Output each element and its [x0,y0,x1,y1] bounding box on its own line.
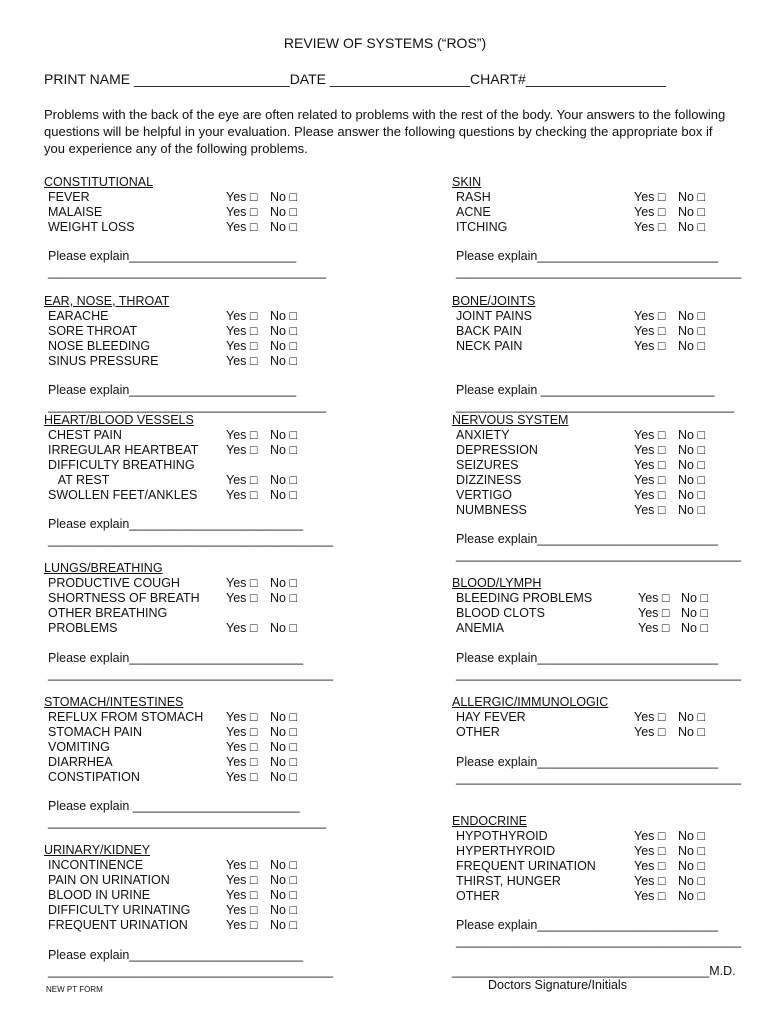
yes-checkbox[interactable]: Yes □ [634,428,666,442]
no-checkbox[interactable]: No □ [678,829,706,843]
symptom-label: SEIZURES [456,458,519,472]
symptom-label: SWOLLEN FEET/ANKLES [48,488,198,502]
explain-continuation-line[interactable]: ________________________________________ [48,265,327,279]
signature-label: Doctors Signature/Initials [488,978,627,992]
yes-checkbox[interactable]: Yes □ [634,725,666,739]
yes-checkbox[interactable]: Yes □ [226,309,258,323]
symptom-label: BACK PAIN [456,324,522,338]
please-explain-field[interactable]: Please explain__________________________ [456,651,719,665]
symptom-label: BLOOD CLOTS [456,606,545,620]
section-title: NERVOUS SYSTEM [452,413,569,427]
symptom-label: OTHER [456,725,500,739]
no-checkbox[interactable]: No □ [270,205,298,219]
symptom-label: VERTIGO [456,488,513,502]
symptom-label: EARACHE [48,309,109,323]
yes-checkbox[interactable]: Yes □ [226,873,258,887]
no-checkbox[interactable]: No □ [678,428,706,442]
symptom-label: CHEST PAIN [48,428,122,442]
symptom-label: NECK PAIN [456,339,523,353]
please-explain-field[interactable]: Please explain__________________________ [456,532,719,546]
patient-header-fields[interactable]: PRINT NAME ____________________DATE __________________CHART#__________________ [44,71,666,87]
symptom-label: HYPERTHYROID [456,844,556,858]
yes-checkbox[interactable]: Yes □ [634,443,666,457]
section-title: ENDOCRINE [452,814,528,828]
symptom-label: VOMITING [48,740,110,754]
intro-paragraph: Problems with the back of the eye are often related to problems with the rest of the body. Your answers to the following questions will be helpful in your evaluation. Please answer the following questions by checking the appropriate box if you experience any of the following problems. [44,107,726,156]
symptom-label: AT REST [48,473,110,487]
yes-checkbox[interactable]: Yes □ [226,621,258,635]
explain-continuation-line[interactable]: _________________________________________ [456,265,742,279]
please-explain-field[interactable]: Please explain _________________________ [456,383,715,397]
symptom-label: NOSE BLEEDING [48,339,151,353]
yes-checkbox[interactable]: Yes □ [226,443,258,457]
yes-checkbox[interactable]: Yes □ [226,740,258,754]
yes-checkbox[interactable]: Yes □ [226,918,258,932]
no-checkbox[interactable]: No □ [678,488,706,502]
no-checkbox[interactable]: No □ [270,591,298,605]
yes-checkbox[interactable]: Yes □ [634,874,666,888]
yes-checkbox[interactable]: Yes □ [226,591,258,605]
symptom-label: THIRST, HUNGER [456,874,561,888]
symptom-label: ITCHING [456,220,508,234]
symptom-label: CONSTIPATION [48,770,140,784]
symptom-label: DEPRESSION [456,443,538,457]
explain-continuation-line[interactable]: _________________________________________ [48,964,334,978]
yes-checkbox[interactable]: Yes □ [634,220,666,234]
yes-checkbox[interactable]: Yes □ [638,621,670,635]
section-title: LUNGS/BREATHING [44,561,163,575]
no-checkbox[interactable]: No □ [678,443,706,457]
form-title: REVIEW OF SYSTEMS (“ROS”) [283,35,487,51]
no-checkbox[interactable]: No □ [270,443,298,457]
no-checkbox[interactable]: No □ [270,755,298,769]
symptom-label: HYPOTHYROID [456,829,548,843]
yes-checkbox[interactable]: Yes □ [226,725,258,739]
yes-checkbox[interactable]: Yes □ [226,770,258,784]
yes-checkbox[interactable]: Yes □ [226,220,258,234]
no-checkbox[interactable]: No □ [678,503,706,517]
no-checkbox[interactable]: No □ [270,710,298,724]
symptom-label: PAIN ON URINATION [48,873,170,887]
yes-checkbox[interactable]: Yes □ [638,591,670,605]
no-checkbox[interactable]: No □ [270,770,298,784]
yes-checkbox[interactable]: Yes □ [226,473,258,487]
no-checkbox[interactable]: No □ [270,220,298,234]
no-checkbox[interactable]: No □ [270,621,298,635]
yes-checkbox[interactable]: Yes □ [634,859,666,873]
yes-checkbox[interactable]: Yes □ [226,710,258,724]
please-explain-field[interactable]: Please explain__________________________ [456,249,719,263]
yes-checkbox[interactable]: Yes □ [226,576,258,590]
symptom-label: SORE THROAT [48,324,138,338]
symptom-label: IRREGULAR HEARTBEAT [48,443,199,457]
symptom-label: RASH [456,190,491,204]
no-checkbox[interactable]: No □ [270,309,298,323]
please-explain-field[interactable]: Please explain__________________________ [456,918,719,932]
yes-checkbox[interactable]: Yes □ [634,844,666,858]
symptom-label: INCONTINENCE [48,858,144,872]
symptom-label: ANEMIA [456,621,504,635]
yes-checkbox[interactable]: Yes □ [226,488,258,502]
yes-checkbox[interactable]: Yes □ [226,190,258,204]
no-checkbox[interactable]: No □ [270,725,298,739]
no-checkbox[interactable]: No □ [270,740,298,754]
no-checkbox[interactable]: No □ [270,888,298,902]
yes-checkbox[interactable]: Yes □ [226,755,258,769]
symptom-label: MALAISE [48,205,103,219]
no-checkbox[interactable]: No □ [678,473,706,487]
yes-checkbox[interactable]: Yes □ [226,354,258,368]
yes-checkbox[interactable]: Yes □ [226,903,258,917]
explain-continuation-line[interactable]: _________________________________________ [456,771,742,785]
no-checkbox[interactable]: No □ [270,873,298,887]
symptom-label: DIZZINESS [456,473,522,487]
yes-checkbox[interactable]: Yes □ [226,428,258,442]
no-checkbox[interactable]: No □ [678,458,706,472]
yes-checkbox[interactable]: Yes □ [634,710,666,724]
no-checkbox[interactable]: No □ [270,858,298,872]
yes-checkbox[interactable]: Yes □ [634,889,666,903]
signature-line[interactable]: _____________________________________M.D. [452,964,736,978]
no-checkbox[interactable]: No □ [270,339,298,353]
symptom-label: NUMBNESS [456,503,527,517]
please-explain-field[interactable]: Please explain________________________ [48,249,297,263]
no-checkbox[interactable]: No □ [678,725,706,739]
no-checkbox[interactable]: No □ [270,488,298,502]
section-title: HEART/BLOOD VESSELS [44,413,194,427]
yes-checkbox[interactable]: Yes □ [226,888,258,902]
no-checkbox[interactable]: No □ [678,324,706,338]
section-title: BLOOD/LYMPH [452,576,542,590]
no-checkbox[interactable]: No □ [681,621,709,635]
no-checkbox[interactable]: No □ [681,591,709,605]
section-title: ALLERGIC/IMMUNOLOGIC [452,695,609,709]
symptom-label: HAY FEVER [456,710,526,724]
no-checkbox[interactable]: No □ [678,339,706,353]
symptom-label: SINUS PRESSURE [48,354,159,368]
please-explain-field[interactable]: Please explain_________________________ [48,651,304,665]
please-explain-field[interactable]: Please explain ________________________ [48,799,300,813]
section-title: SKIN [452,175,482,189]
symptom-label: STOMACH PAIN [48,725,142,739]
symptom-label: ANXIETY [456,428,510,442]
yes-checkbox[interactable]: Yes □ [634,309,666,323]
symptom-label: DIARRHEA [48,755,113,769]
no-checkbox[interactable]: No □ [678,859,706,873]
section-title: URINARY/KIDNEY [44,843,151,857]
explain-continuation-line[interactable]: _________________________________________ [48,533,334,547]
no-checkbox[interactable]: No □ [678,844,706,858]
no-checkbox[interactable]: No □ [678,205,706,219]
please-explain-field[interactable]: Please explain__________________________ [456,755,719,769]
symptom-label: FREQUENT URINATION [456,859,596,873]
yes-checkbox[interactable]: Yes □ [634,503,666,517]
footer-note: NEW PT FORM [46,985,103,994]
no-checkbox[interactable]: No □ [270,576,298,590]
section-title: STOMACH/INTESTINES [44,695,184,709]
symptom-label: FREQUENT URINATION [48,918,188,932]
symptom-label: PROBLEMS [48,621,118,635]
yes-checkbox[interactable]: Yes □ [226,324,258,338]
no-checkbox[interactable]: No □ [270,473,298,487]
yes-checkbox[interactable]: Yes □ [634,473,666,487]
symptom-label: OTHER [456,889,500,903]
no-checkbox[interactable]: No □ [270,324,298,338]
yes-checkbox[interactable]: Yes □ [226,858,258,872]
yes-checkbox[interactable]: Yes □ [638,606,670,620]
explain-continuation-line[interactable]: _________________________________________ [456,667,742,681]
explain-continuation-line[interactable]: ________________________________________ [48,399,327,413]
explain-continuation-line[interactable]: _________________________________________ [456,934,742,948]
no-checkbox[interactable]: No □ [678,889,706,903]
no-checkbox[interactable]: No □ [678,309,706,323]
no-checkbox[interactable]: No □ [270,190,298,204]
symptom-label: BLEEDING PROBLEMS [456,591,593,605]
please-explain-field[interactable]: Please explain_________________________ [48,948,304,962]
symptom-label: DIFFICULTY BREATHING [48,458,195,472]
no-checkbox[interactable]: No □ [270,428,298,442]
please-explain-field[interactable]: Please explain________________________ [48,383,297,397]
no-checkbox[interactable]: No □ [678,874,706,888]
symptom-label: BLOOD IN URINE [48,888,151,902]
no-checkbox[interactable]: No □ [270,903,298,917]
yes-checkbox[interactable]: Yes □ [634,339,666,353]
yes-checkbox[interactable]: Yes □ [634,488,666,502]
explain-continuation-line[interactable]: _________________________________________ [456,548,742,562]
yes-checkbox[interactable]: Yes □ [226,339,258,353]
no-checkbox[interactable]: No □ [270,354,298,368]
yes-checkbox[interactable]: Yes □ [634,205,666,219]
explain-continuation-line[interactable]: _________________________________________ [48,667,334,681]
symptom-label: PRODUCTIVE COUGH [48,576,180,590]
yes-checkbox[interactable]: Yes □ [634,324,666,338]
section-title: CONSTITUTIONAL [44,175,154,189]
yes-checkbox[interactable]: Yes □ [634,829,666,843]
no-checkbox[interactable]: No □ [678,710,706,724]
yes-checkbox[interactable]: Yes □ [634,458,666,472]
section-title: BONE/JOINTS [452,294,536,308]
explain-continuation-line[interactable]: ________________________________________ [48,815,327,829]
please-explain-field[interactable]: Please explain_________________________ [48,517,304,531]
symptom-label: SHORTNESS OF BREATH [48,591,200,605]
symptom-label: FEVER [48,190,90,204]
no-checkbox[interactable]: No □ [270,918,298,932]
no-checkbox[interactable]: No □ [681,606,709,620]
symptom-label: WEIGHT LOSS [48,220,135,234]
symptom-label: REFLUX FROM STOMACH [48,710,204,724]
yes-checkbox[interactable]: Yes □ [634,190,666,204]
symptom-label: JOINT PAINS [456,309,532,323]
section-title: EAR, NOSE, THROAT [44,294,170,308]
no-checkbox[interactable]: No □ [678,190,706,204]
symptom-label: DIFFICULTY URINATING [48,903,191,917]
yes-checkbox[interactable]: Yes □ [226,205,258,219]
symptom-label: ACNE [456,205,491,219]
symptom-label: OTHER BREATHING [48,606,168,620]
no-checkbox[interactable]: No □ [678,220,706,234]
explain-continuation-line[interactable]: ________________________________________ [456,399,735,413]
